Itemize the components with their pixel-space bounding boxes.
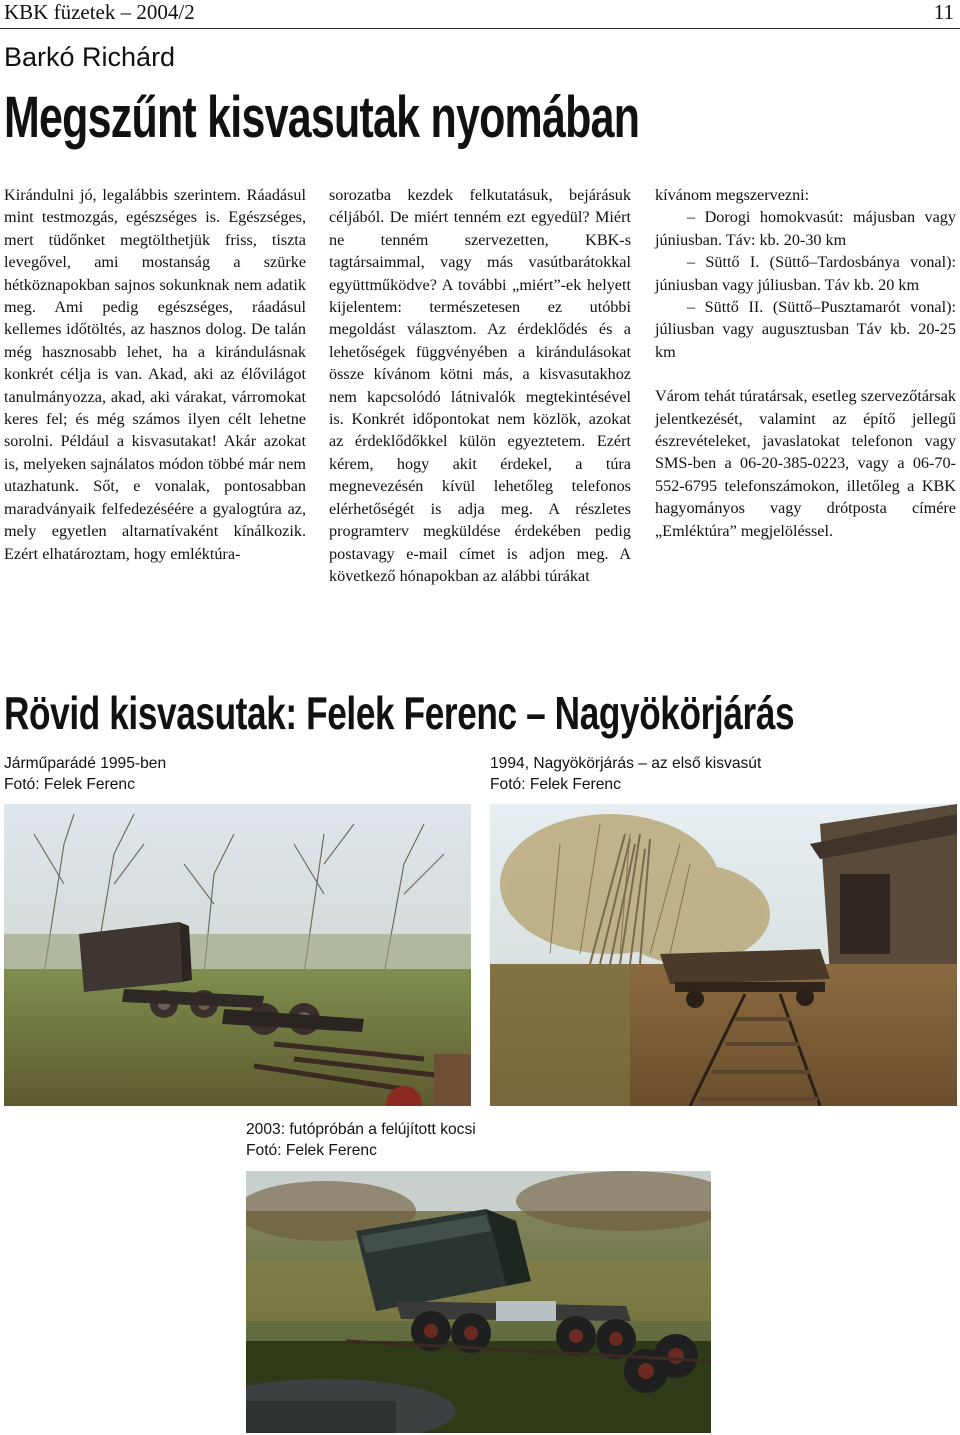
paragraph: kívánom megszervezni:	[655, 186, 810, 204]
article-author: Barkó Richárd	[4, 42, 176, 72]
header-rule	[0, 28, 960, 29]
photo-caption-2	[490, 754, 761, 795]
tour-item: – Dorogi homokvasút: májusban vagy júniusban. Táv: kb. 20-30 km	[655, 208, 956, 249]
photo-first-railway-1994	[490, 804, 957, 1106]
photo-caption-1	[4, 754, 166, 795]
paragraph: sorozatba kezdek felkutatásuk, bejárásuk céljából. De miért tenném ezt egyedül? Miért ne tenném szervezetten, KBK-s tagtársaimmal, vagy más vasútbarátokkal együttműködve? A további „miért”-ek helyett kijelentem: természetesen ez utóbbi megoldást választom. Az érdeklődés és a lehetőségek függvényében a kirándulásokat össze kívánom kötni más, a kisvasutakhoz nem kapcsolódó látnivalók megtekintésével is. Konkrét időpontokat nem közlök, azokat az érdeklődőkkel külön egyeztetem. Ezért kérem, hogy akit érdekel, a túra megnevezésén kívül lehetőleg telefonos elérhetőségét is adja meg. A részletes programterv megküldése érdekében pedig postavagy e-mail címet is adjon meg. A következő hónapokban az alábbi túrákat	[329, 186, 631, 585]
tour-item: – Süttő II. (Süttő–Pusztamarót vonal): júliusban vagy augusztusban Táv kb. 20-25 km	[655, 298, 956, 361]
photo-test-run-2003	[246, 1171, 711, 1433]
article-title: Megszűnt kisvasutak nyomában	[4, 85, 640, 150]
tour-item: – Süttő I. (Süttő–Tardosbánya vonal): júniusban vagy júliusban. Táv kb. 20 km	[655, 253, 956, 294]
photo-caption-3	[246, 1120, 476, 1161]
caption-text: Járműparádé 1995-ben	[4, 755, 167, 772]
photo-vehicle-parade	[4, 804, 471, 1106]
caption-credit: Fotó: Felek Ferenc	[4, 775, 135, 793]
paragraph: Várom tehát túratársak, esetleg szervezőtársak jelentkezését, valamint az építő jellegű észrevételeket, javaslatokat telefonon vagy SMS-ben a 06-20-385-0223, vagy a 06-70-552-6795 telefonszámokon, illetőleg a KBK hagyományos vagy drótposta címére „Emléktúra” megjelöléssel.	[655, 387, 956, 540]
section-title: Rövid kisvasutak: Felek Ferenc – Nagyökörjárás	[4, 687, 795, 739]
caption-credit: Fotó: Felek Ferenc	[246, 1141, 377, 1159]
paragraph: Kirándulni jó, legalábbis szerintem. Ráadásul mint testmozgás, egészséges is. Egészséges, mert tüdőnket megtölthetjük friss, tiszta levegővel, ami mostanság a szürke hétköznapokban sajnos sokunknak nem adatik meg. Ami pedig egészséges, ráadásul kellemes időtöltés, az hasznos dolog. De talán még hasznosabb lehet, ha a kirándulásnak konkrét célja is van. Akad, aki az élővilágot tanulmányozza, akad, aki várakat, várromokat keres fel; és még számos ilyen célt lehetne sorolni. Például a kisvasutakat! Akár azokat is, melyeken sajnálatos módon többé már nem utazhatunk. Sőt, e vonalak, pontosabban maradványaik felfedezéséére a gyalogtúra az, mely egyetlen altarnatívaként kínálkozik. Ezért elhatároztam, hogy emléktúra-	[4, 186, 306, 563]
caption-text: 1994, Nagyökörjárás – az első kisvasút	[490, 755, 762, 772]
text-column-2	[329, 184, 631, 587]
page-number: 11	[933, 0, 954, 24]
text-column-3	[655, 184, 956, 542]
caption-text: 2003: futópróbán a felújított kocsi	[246, 1121, 476, 1138]
caption-credit: Fotó: Felek Ferenc	[490, 775, 621, 793]
journal-title: KBK füzetek – 2004/2	[4, 0, 195, 24]
text-column-1	[4, 184, 306, 565]
